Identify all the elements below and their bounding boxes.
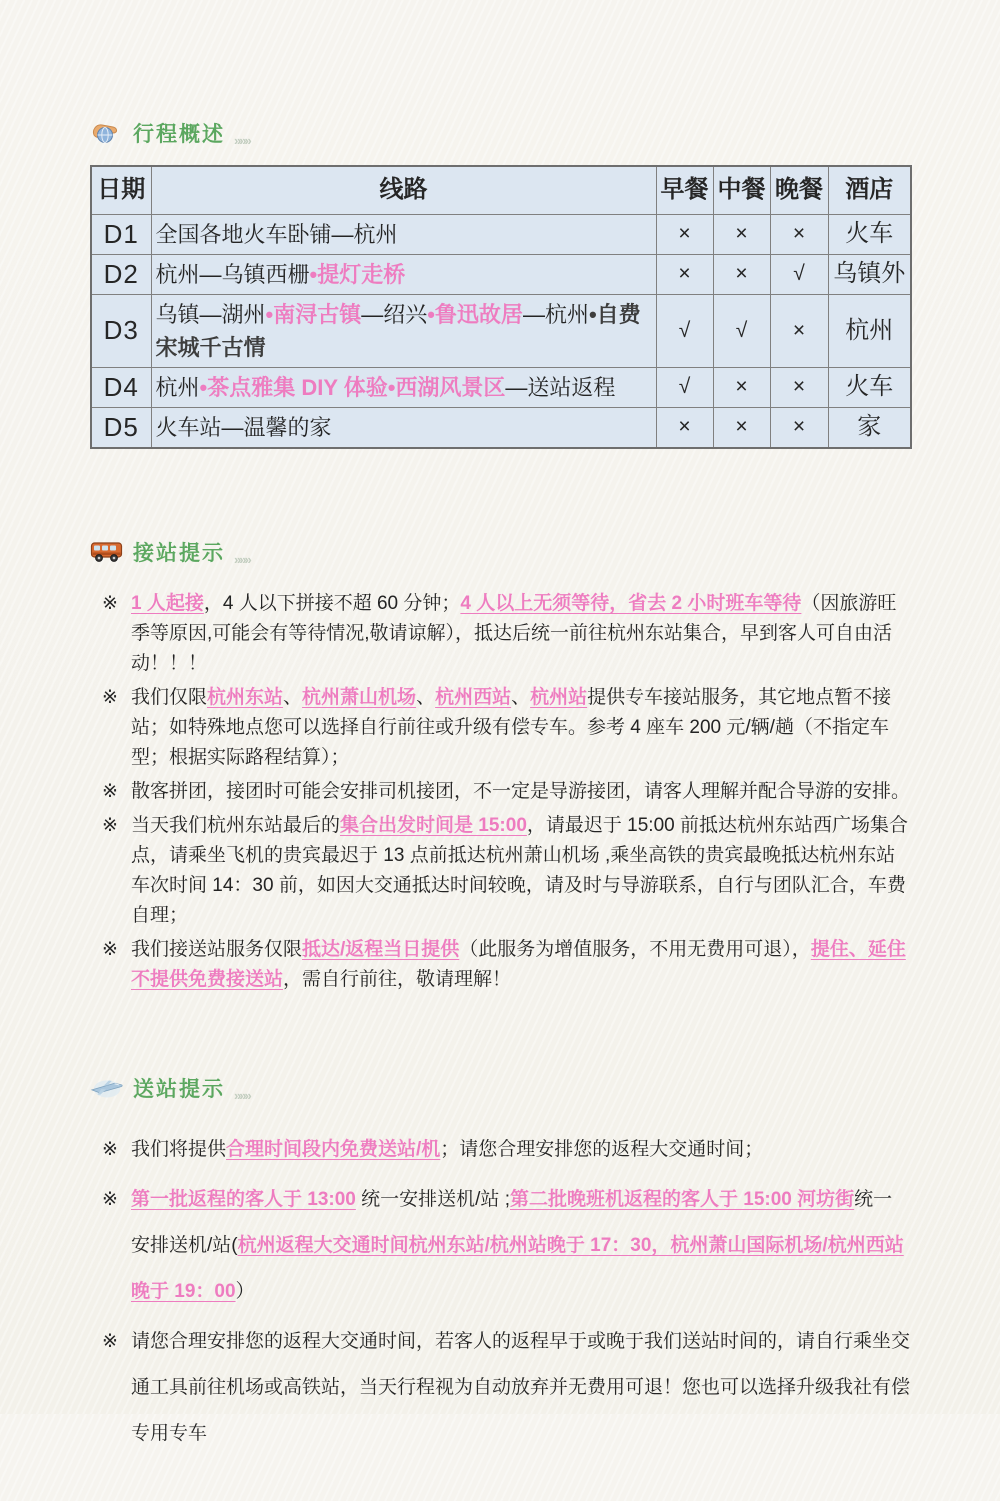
lunch-cell: × <box>713 407 770 448</box>
overview-title: 行程概述 <box>133 123 225 146</box>
dinner-cell: × <box>770 407 828 448</box>
column-header: 早餐 <box>656 166 713 214</box>
text-segment: 我们将提供 <box>131 1138 227 1160</box>
text-segment: 我们仅限 <box>131 686 208 708</box>
text-segment: 第一批返程的客人于 13:00 <box>131 1188 356 1210</box>
text-segment: 火车站—温馨的家 <box>155 414 332 440</box>
text-segment: •自费宋城千古情 <box>155 301 641 360</box>
breakfast-cell: × <box>656 407 713 448</box>
lunch-cell: × <box>713 214 770 254</box>
text-segment: 散客拼团，接团时可能会安排司机接团，不一定是导游接团，请客人理解并配合导游的安排。 <box>131 780 911 802</box>
note-text <box>131 1127 910 1173</box>
text-segment: 抵达/返程当日提供 <box>302 938 460 960</box>
text-segment: •茶点雅集 DIY 体验•西湖风景区 <box>199 374 506 400</box>
day-cell: D1 <box>91 214 151 254</box>
lunch-cell: × <box>713 254 770 294</box>
pickup-notes <box>102 589 910 995</box>
text-segment: 、 <box>511 686 531 708</box>
note-marker: ※ <box>102 938 118 960</box>
text-segment: （因旅游旺季等原因,可能会有等待情况,敬请谅解），抵达后统一前往杭州东站集合，早到客人可自由活动！！！ <box>131 592 897 674</box>
breakfast-cell: √ <box>656 294 713 367</box>
text-segment: 统一安排送机/站( <box>131 1188 893 1256</box>
day-cell: D5 <box>91 407 151 448</box>
itinerary-row <box>91 214 911 254</box>
breakfast-cell: × <box>656 214 713 254</box>
pickup-section <box>90 535 910 995</box>
note-item <box>102 589 910 679</box>
itinerary-row <box>91 294 911 367</box>
note-item <box>102 1127 910 1173</box>
dinner-cell: × <box>770 367 828 407</box>
note-marker: ※ <box>102 780 118 802</box>
overview-section <box>90 116 910 449</box>
text-segment: 统一安排送机/站 ; <box>355 1188 510 1210</box>
dropoff-title: 送站提示 <box>133 1077 225 1101</box>
column-header: 晚餐 <box>770 166 828 214</box>
text-segment: •南浔古镇 <box>265 301 362 327</box>
note-marker: ※ <box>102 592 118 614</box>
route-cell <box>151 214 656 254</box>
text-segment: ，请最迟于 15:00 前抵达杭州东站西广场集合点，请乘坐飞机的贵宾最迟于 13 点前抵达杭州萧山机场 ,乘坐高铁的贵宾最晚抵达杭州东站车次时间 14：30 前，如因大交通抵达时间较晚，请及时与导游联系，自行与团队汇合，车费自理； <box>131 814 908 926</box>
text-segment: （此服务为增值服务，不用无费用可退）， <box>459 938 811 960</box>
text-segment: 杭州萧山机场 <box>302 686 417 708</box>
text-segment: ，需自行前往，敬请理解！ <box>283 968 512 990</box>
plane-icon <box>90 1074 124 1102</box>
text-segment: 乌镇—湖州 <box>155 301 266 327</box>
hotel-cell: 家 <box>828 407 911 448</box>
text-segment: 集合出发时间是 15:00 <box>340 814 527 836</box>
text-segment: 、 <box>283 686 303 708</box>
itinerary-row <box>91 254 911 294</box>
note-marker: ※ <box>102 1138 118 1160</box>
text-segment: 合理时间段内免费送站/机 <box>226 1138 441 1160</box>
text-segment: —送站返程 <box>505 374 616 400</box>
column-header: 日期 <box>91 166 151 214</box>
hotel-cell: 火车 <box>828 214 911 254</box>
hotel-cell: 杭州 <box>828 294 911 367</box>
text-segment: 、 <box>416 686 436 708</box>
note-item <box>102 935 910 995</box>
dropoff-header <box>90 1071 910 1105</box>
text-segment: 杭州东站 <box>207 686 284 708</box>
overview-header <box>90 116 910 150</box>
dinner-cell: √ <box>770 254 828 294</box>
dropoff-section <box>90 1071 910 1457</box>
note-text <box>131 683 910 773</box>
hotel-cell: 乌镇外 <box>828 254 911 294</box>
note-item <box>102 683 910 773</box>
hand-globe-icon <box>90 119 124 147</box>
text-segment: —杭州 <box>522 301 589 327</box>
note-item <box>102 811 910 931</box>
note-marker: ※ <box>102 814 118 836</box>
text-segment: 1 人起接 <box>131 592 204 614</box>
text-segment: 杭州—乌镇西栅 <box>155 261 310 287</box>
text-segment: 请您合理安排您的返程大交通时间，若客人的返程早于或晚于我们送站时间的，请自行乘坐交通工具前往机场或高铁站，当天行程视为自动放弃并无费用可退！您也可以选择升级我社有偿专用专车 <box>131 1330 911 1444</box>
note-text <box>131 589 910 679</box>
chevron-decoration: »»» <box>234 133 250 148</box>
note-text <box>131 811 910 931</box>
chevron-decoration: »»» <box>234 551 250 567</box>
note-marker: ※ <box>102 1188 118 1210</box>
note-text <box>131 1177 910 1315</box>
table-header-row <box>91 166 911 214</box>
text-segment: •提灯走桥 <box>309 261 406 287</box>
note-item <box>102 1319 910 1457</box>
dinner-cell: × <box>770 214 828 254</box>
note-item <box>102 1177 910 1315</box>
itinerary-table <box>90 165 912 449</box>
day-cell: D4 <box>91 367 151 407</box>
note-text <box>131 1319 910 1457</box>
note-text <box>131 935 910 995</box>
text-segment: 杭州站 <box>530 686 588 708</box>
column-header: 线路 <box>151 166 656 214</box>
column-header: 中餐 <box>713 166 770 214</box>
route-cell <box>151 367 656 407</box>
day-cell: D3 <box>91 294 151 367</box>
text-segment: 提供专车接站服务，其它地点暂不接站；如特殊地点您可以选择自行前往或升级有偿专车。参考 4 座车 200 元/辆/趟（不指定车型；根据实际路程结算）； <box>131 686 892 768</box>
breakfast-cell: √ <box>656 367 713 407</box>
column-header: 酒店 <box>828 166 911 214</box>
lunch-cell: √ <box>713 294 770 367</box>
text-segment: 提住、延住不提供免费接送站 <box>131 938 906 990</box>
pickup-title: 接站提示 <box>133 541 225 565</box>
text-segment: 4 人以上无须等待，省去 2 小时班车等待 <box>460 592 802 614</box>
text-segment: 杭州返程大交通时间杭州东站/杭州站晚于 17：30，杭州萧山国际机场/杭州西站晚于 19：00 <box>131 1234 904 1302</box>
text-segment: ，4 人以下拼接不超 60 分钟； <box>203 592 461 614</box>
hotel-cell: 火车 <box>828 367 911 407</box>
route-cell <box>151 294 656 367</box>
itinerary-row <box>91 367 911 407</box>
text-segment: 全国各地火车卧铺—杭州 <box>155 221 398 247</box>
text-segment: —绍兴 <box>361 301 428 327</box>
text-segment: 杭州西站 <box>435 686 512 708</box>
text-segment: 我们接送站服务仅限 <box>131 938 303 960</box>
itinerary-row <box>91 407 911 448</box>
note-text <box>131 777 910 807</box>
note-marker: ※ <box>102 686 118 708</box>
text-segment: 当天我们杭州东站最后的 <box>131 814 341 836</box>
pickup-header <box>90 535 910 569</box>
text-segment: 杭州 <box>155 374 200 400</box>
text-segment: ） <box>235 1280 255 1302</box>
note-marker: ※ <box>102 1330 118 1352</box>
note-item <box>102 777 910 807</box>
breakfast-cell: × <box>656 254 713 294</box>
chevron-decoration: »»» <box>234 1087 250 1103</box>
bus-icon <box>90 538 124 566</box>
lunch-cell: × <box>713 367 770 407</box>
day-cell: D2 <box>91 254 151 294</box>
dinner-cell: × <box>770 294 828 367</box>
text-segment: ；请您合理安排您的返程大交通时间； <box>440 1138 764 1160</box>
route-cell <box>151 407 656 448</box>
dropoff-notes <box>102 1127 910 1457</box>
route-cell <box>151 254 656 294</box>
text-segment: •鲁迅故居 <box>427 301 523 327</box>
text-segment: 第二批晚班机返程的客人于 15:00 河坊街 <box>510 1188 855 1210</box>
